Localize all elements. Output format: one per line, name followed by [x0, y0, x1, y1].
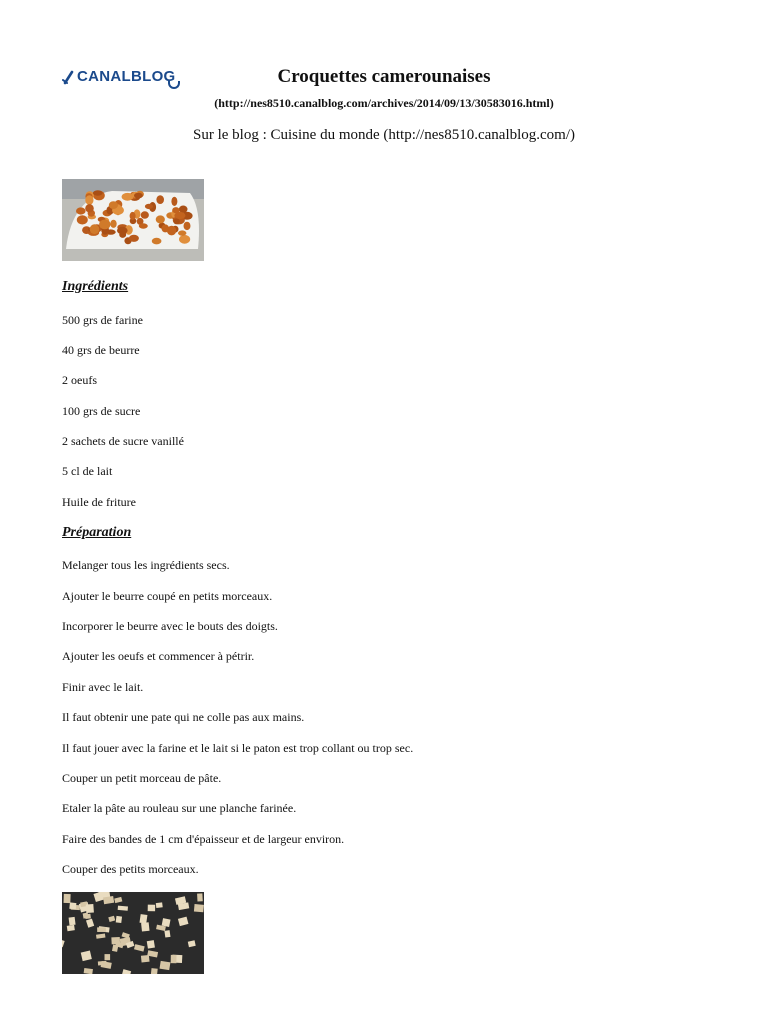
ingredient-item: Huile de friture: [62, 495, 136, 509]
ingredient-item: 5 cl de lait: [62, 464, 113, 478]
logo-text: CANALBLOG: [77, 68, 176, 85]
dough-pieces-photo: [62, 892, 204, 974]
preparation-step: Couper des petits morceaux.: [62, 862, 199, 876]
croquettes-photo: [62, 179, 204, 261]
ingredient-item: 100 grs de sucre: [62, 404, 141, 418]
ingredient-item: 500 grs de farine: [62, 313, 143, 327]
ingredient-item: 2 oeufs: [62, 373, 97, 387]
ingredients-heading: Ingrédients: [62, 279, 129, 294]
preparation-step: Il faut jouer avec la farine et le lait si le paton est trop collant ou trop sec.: [62, 741, 414, 755]
preparation-step: Ajouter le beurre coupé en petits morceaux.: [62, 589, 273, 603]
ingredient-item: 2 sachets de sucre vanillé: [62, 434, 184, 448]
ingredient-item: 40 grs de beurre: [62, 343, 140, 357]
preparation-step: Melanger tous les ingrédients secs.: [62, 558, 230, 572]
page-title: Croquettes camerounaises: [277, 66, 491, 87]
preparation-heading: Préparation: [62, 525, 132, 540]
preparation-step: Couper un petit morceau de pâte.: [62, 771, 222, 785]
article-url[interactable]: (http://nes8510.canalblog.com/archives/2014/09/13/30583016.html): [214, 96, 554, 110]
preparation-step: Ajouter les oeufs et commencer à pétrir.: [62, 649, 255, 663]
preparation-step: Etaler la pâte au rouleau sur une planche farinée.: [62, 801, 297, 815]
preparation-step: Finir avec le lait.: [62, 680, 144, 694]
dough-pieces-image: [62, 892, 204, 974]
preparation-step: Il faut obtenir une pate qui ne colle pas aux mains.: [62, 710, 305, 724]
blog-line: Sur le blog : Cuisine du monde (http://nes8510.canalblog.com/): [192, 127, 576, 143]
preparation-step: Incorporer le beurre avec le bouts des doigts.: [62, 619, 278, 633]
preparation-step: Faire des bandes de 1 cm d'épaisseur et de largeur environ.: [62, 832, 345, 846]
fried-croquettes-image: [62, 179, 204, 261]
